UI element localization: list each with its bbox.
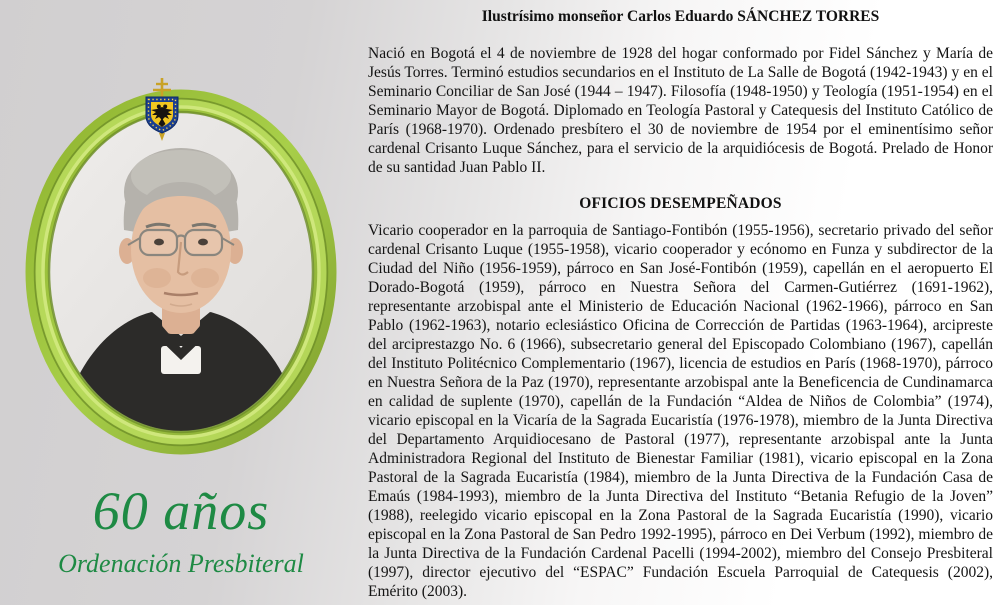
page-title: Ilustrísimo monseñor Carlos Eduardo SÁNCHEZ TORRES <box>481 8 880 25</box>
biography-paragraph: Nació en Bogotá el 4 de noviembre de 1928 del hogar conformado por Fidel Sánchez y María de Jesús Torres. Terminó estudios secundarios en el Instituto de La Salle de Bogotá (1942-1943) y en el Seminario Conciliar de San José (1944 – 1947). Filosofía (1948-1950) y Teología (1951-1954) en el Seminario Mayor de Bogotá. Diplomado en Teología Pastoral y Catequesis del Instituto Católico de París (1968-1970). Ordenado presbítero el 30 de noviembre de 1954 por el eminentísimo señor cardenal Crisanto Luque Sánchez, para el servicio de la arquidiócesis de Bogotá. Prelado de Honor de su santidad Juan Pablo II. <box>368 45 993 176</box>
anniversary-headline: 60 años <box>92 481 270 541</box>
section-heading: OFICIOS DESEMPEÑADOS <box>579 195 782 212</box>
anniversary-subheadline: Ordenación Presbiteral <box>58 549 304 578</box>
portrait-column <box>0 0 362 605</box>
offices-paragraph: Vicario cooperador en la parroquia de Santiago-Fontibón (1955-1956), secretario privado del señor cardenal Crisanto Luque (1955-1958), vicario cooperador y ecónomo en Funza y subdirector de la Ciudad del Niño (1956-1959), párroco en San José-Fontibón (1959), capellán en el aeropuerto El Dorado-Bogotá (1959), párroco en Nuestra Señora del Carmen-Gutiérrez (1691-1962), representante arzobispal ante el Ministerio de Educación Nacional (1962-1966), párroco en San Pablo (1962-1963), notario eclesiástico Oficina de Corrección de Partidas (1963-1964), arcipreste del arciprestazgo No. 6 (1966), subsecretario general del Episcopado Colombiano (1967), capellán del Instituto Politécnico Complementario (1967), licencia de estudios en París (1968-1970), párroco en Nuestra Señora de la Paz (1970), representante arzobispal ante la Beneficencia de Cundinamarca en calidad de suplente (1970), capellán de la Fundación “Aldea de Niños de Colombia” (1974), vicario episcopal en la Vicaría de la Sagrada Eucaristía (1976-1978), miembro de la Junta Directiva del Departamento Arquidiocesano de Pastoral (1977), representante arzobispal ante la Junta Administradora Regional del Instituto de Bienestar Familiar (1981), vicario episcopal en la Zona Pastoral de la Sagrada Eucaristía (1984), miembro de la Junta Directiva de la Fundación Casa de Emaús (1984-1993), miembro de la Junta Directiva del Instituto “Betania Refugio de la Joven” (1988), reelegido vicario episcopal en la Zona Pastoral de la Sagrada Eucaristía (1990), vicario episcopal en la Zona Pastoral de San Pedro 1992-1995), párroco en Dei Verbum (1992), miembro de la Junta Directiva de la Fundación Cardenal Pacelli (1994-2002), miembro del Consejo Presbiteral (1997), director ejecutivo del “ESPAC” Fundación Escuela Parroquial de Catequesis (2002), Emérito (2003). <box>368 222 993 600</box>
text-column <box>368 0 993 605</box>
priest-oval-portrait <box>0 0 362 478</box>
